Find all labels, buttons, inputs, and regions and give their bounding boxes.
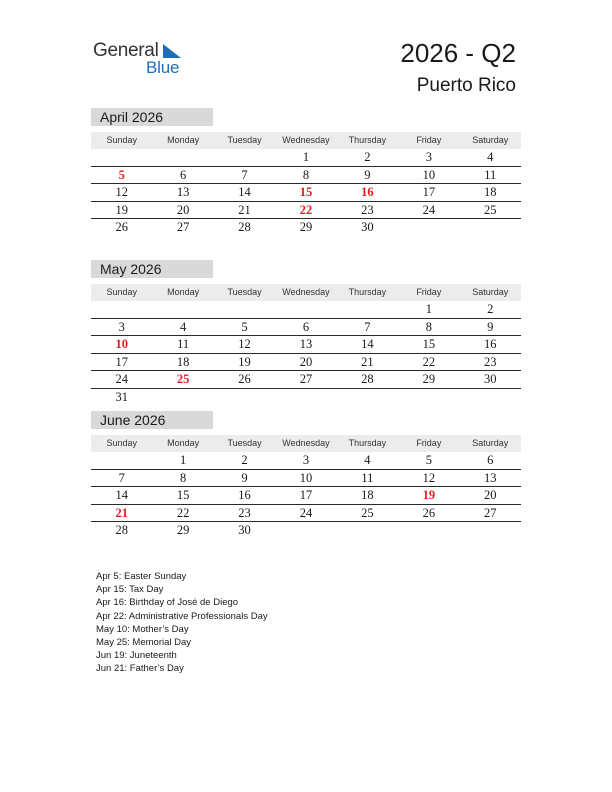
weekday-friday: Friday (416, 135, 442, 145)
day-cell: 25 (361, 505, 374, 520)
day-cell: 12 (422, 470, 436, 485)
holiday-item: May 25: Memorial Day (96, 637, 192, 649)
day-cell: 12 (115, 185, 128, 199)
logo-word-general: General (93, 40, 159, 61)
day-cell: 14 (115, 488, 128, 502)
day-cell: 23 (483, 354, 497, 369)
weekday-tuesday: Tuesday (227, 135, 262, 145)
day-cell: 28 (361, 372, 374, 386)
week-row (91, 354, 521, 372)
day-cell: 28 (115, 523, 128, 537)
empty-day-cell (214, 389, 275, 406)
empty-day-cell (91, 301, 152, 318)
weekday-friday: Friday (416, 287, 442, 297)
day-cell: 29 (422, 372, 436, 386)
day-cell: 25 (176, 372, 190, 386)
weekday-header (91, 284, 521, 301)
empty-day-cell (152, 301, 213, 318)
day-cell: 27 (299, 372, 313, 386)
weekday-thursday: Thursday (348, 438, 387, 448)
weekday-friday: Friday (416, 438, 442, 448)
month-title: May 2026 (91, 260, 213, 278)
week-row (91, 319, 521, 337)
weekday-sunday: Sunday (106, 135, 137, 145)
logo-word-blue: Blue (146, 58, 180, 77)
day-cell: 1 (425, 302, 432, 316)
weekday-tuesday: Tuesday (227, 438, 262, 448)
region-subtitle: Puerto Rico (416, 75, 516, 96)
day-cell: 28 (238, 220, 251, 234)
day-cell: 26 (422, 505, 436, 520)
day-cell: 23 (361, 202, 374, 217)
month-grid (91, 149, 521, 236)
day-cell: 31 (115, 389, 128, 404)
week-row (91, 167, 521, 185)
day-cell: 10 (422, 167, 436, 182)
day-cell: 6 (180, 167, 187, 182)
week-row (91, 336, 521, 354)
day-cell: 11 (361, 470, 374, 485)
holiday-item: Apr 15: Tax Day (96, 584, 164, 596)
day-cell: 8 (180, 470, 187, 485)
day-cell: 18 (176, 354, 190, 369)
empty-day-cell (152, 389, 213, 406)
day-cell: 5 (241, 319, 248, 334)
empty-day-cell (214, 149, 275, 166)
empty-day-cell (275, 522, 336, 539)
day-cell: 2 (241, 453, 248, 467)
empty-day-cell (337, 389, 398, 406)
weekday-header (91, 435, 521, 452)
holiday-list (96, 570, 268, 676)
day-cell: 20 (483, 488, 497, 502)
empty-day-cell (152, 149, 213, 166)
day-cell: 3 (302, 453, 310, 467)
empty-day-cell (398, 389, 459, 406)
month-title: April 2026 (91, 108, 213, 126)
week-row (91, 470, 521, 488)
day-cell: 13 (176, 185, 190, 199)
week-row (91, 184, 521, 202)
month-june (91, 411, 521, 539)
day-cell: 27 (176, 220, 190, 234)
week-row (91, 487, 521, 505)
page-title: 2026 - Q2 (400, 38, 516, 68)
week-row (91, 452, 521, 470)
day-cell: 2 (487, 302, 494, 316)
day-cell: 30 (361, 220, 374, 234)
day-cell: 20 (299, 354, 313, 369)
day-cell: 21 (361, 354, 374, 369)
day-cell: 5 (425, 453, 432, 467)
month-title: June 2026 (91, 411, 213, 429)
month-grid (91, 452, 521, 539)
day-cell: 7 (118, 470, 125, 485)
day-cell: 19 (238, 354, 251, 369)
weekday-saturday: Saturday (472, 135, 509, 145)
week-row (91, 202, 521, 220)
week-row (91, 505, 521, 523)
day-cell: 22 (176, 505, 190, 520)
week-row (91, 371, 521, 389)
day-cell: 27 (483, 505, 497, 520)
day-cell: 8 (302, 167, 310, 182)
day-cell: 15 (422, 337, 436, 351)
day-cell: 16 (238, 488, 251, 502)
weekday-wednesday: Wednesday (282, 135, 330, 145)
empty-day-cell (214, 301, 275, 318)
day-cell: 15 (176, 488, 190, 502)
holiday-item: Jun 19: Juneteenth (96, 650, 177, 662)
week-row (91, 389, 521, 406)
empty-day-cell (398, 522, 459, 539)
day-cell: 23 (238, 505, 251, 520)
day-cell: 19 (115, 202, 128, 217)
logo (93, 40, 193, 80)
day-cell: 3 (425, 150, 432, 164)
day-cell: 3 (118, 319, 125, 334)
weekday-sunday: Sunday (106, 287, 137, 297)
weekday-tuesday: Tuesday (227, 287, 262, 297)
week-row (91, 301, 521, 319)
week-row (91, 522, 521, 539)
day-cell: 29 (299, 220, 313, 234)
day-cell: 9 (364, 167, 371, 182)
day-cell: 17 (115, 354, 128, 369)
day-cell: 11 (484, 167, 497, 182)
day-cell: 13 (483, 470, 497, 485)
day-cell: 19 (422, 488, 436, 502)
day-cell: 6 (302, 319, 310, 334)
weekday-thursday: Thursday (348, 287, 387, 297)
day-cell: 11 (177, 337, 190, 351)
weekday-monday: Monday (167, 438, 200, 448)
month-may (91, 260, 521, 405)
day-cell: 14 (238, 185, 251, 199)
day-cell: 18 (361, 488, 374, 502)
holiday-item: May 10: Mother’s Day (96, 623, 189, 635)
day-cell: 7 (241, 167, 248, 182)
month-april (91, 108, 521, 236)
day-cell: 17 (422, 185, 436, 199)
empty-day-cell (460, 389, 521, 406)
day-cell: 6 (487, 453, 494, 467)
day-cell: 16 (483, 337, 497, 351)
day-cell: 29 (176, 523, 190, 537)
day-cell: 15 (299, 185, 313, 199)
weekday-saturday: Saturday (472, 287, 509, 297)
month-grid (91, 301, 521, 405)
week-row (91, 219, 521, 236)
weekday-monday: Monday (167, 287, 200, 297)
day-cell: 10 (299, 470, 313, 485)
day-cell: 26 (238, 372, 251, 386)
day-cell: 17 (299, 488, 313, 502)
weekday-sunday: Sunday (106, 438, 137, 448)
day-cell: 21 (115, 505, 128, 520)
weekday-wednesday: Wednesday (282, 438, 330, 448)
day-cell: 30 (483, 372, 497, 386)
day-cell: 1 (302, 150, 310, 164)
weekday-thursday: Thursday (348, 135, 387, 145)
empty-day-cell (337, 522, 398, 539)
day-cell: 4 (364, 453, 371, 467)
empty-day-cell (460, 219, 521, 236)
weekday-saturday: Saturday (472, 438, 509, 448)
day-cell: 2 (364, 150, 371, 164)
day-cell: 9 (241, 470, 248, 485)
day-cell: 25 (483, 202, 497, 217)
empty-day-cell (91, 452, 152, 469)
weekday-monday: Monday (167, 135, 200, 145)
empty-day-cell (398, 219, 459, 236)
week-row (91, 149, 521, 167)
empty-day-cell (275, 389, 336, 406)
empty-day-cell (460, 522, 521, 539)
holiday-item: Apr 22: Administrative Professionals Day (96, 610, 268, 622)
holiday-item: Jun 21: Father’s Day (96, 663, 184, 675)
day-cell: 21 (238, 202, 251, 217)
day-cell: 22 (299, 202, 313, 217)
day-cell: 8 (425, 319, 432, 334)
day-cell: 26 (115, 220, 128, 234)
day-cell: 14 (361, 337, 374, 351)
weekday-header (91, 132, 521, 149)
day-cell: 16 (361, 185, 374, 199)
day-cell: 4 (487, 150, 494, 164)
day-cell: 20 (176, 202, 190, 217)
holiday-item: Apr 5: Easter Sunday (96, 571, 187, 582)
empty-day-cell (337, 301, 398, 318)
day-cell: 5 (118, 167, 125, 182)
day-cell: 1 (180, 453, 187, 467)
empty-day-cell (91, 149, 152, 166)
day-cell: 22 (422, 354, 436, 369)
holiday-item: Apr 16: Birthday of José de Diego (96, 597, 239, 609)
day-cell: 18 (483, 185, 497, 199)
day-cell: 24 (299, 505, 313, 520)
day-cell: 13 (299, 337, 313, 351)
day-cell: 10 (115, 337, 128, 351)
empty-day-cell (275, 301, 336, 318)
day-cell: 30 (238, 523, 251, 537)
day-cell: 12 (238, 337, 251, 351)
day-cell: 7 (364, 319, 371, 334)
day-cell: 9 (487, 319, 494, 334)
day-cell: 24 (422, 202, 436, 217)
weekday-wednesday: Wednesday (282, 287, 330, 297)
day-cell: 4 (180, 319, 187, 334)
day-cell: 24 (115, 372, 128, 386)
